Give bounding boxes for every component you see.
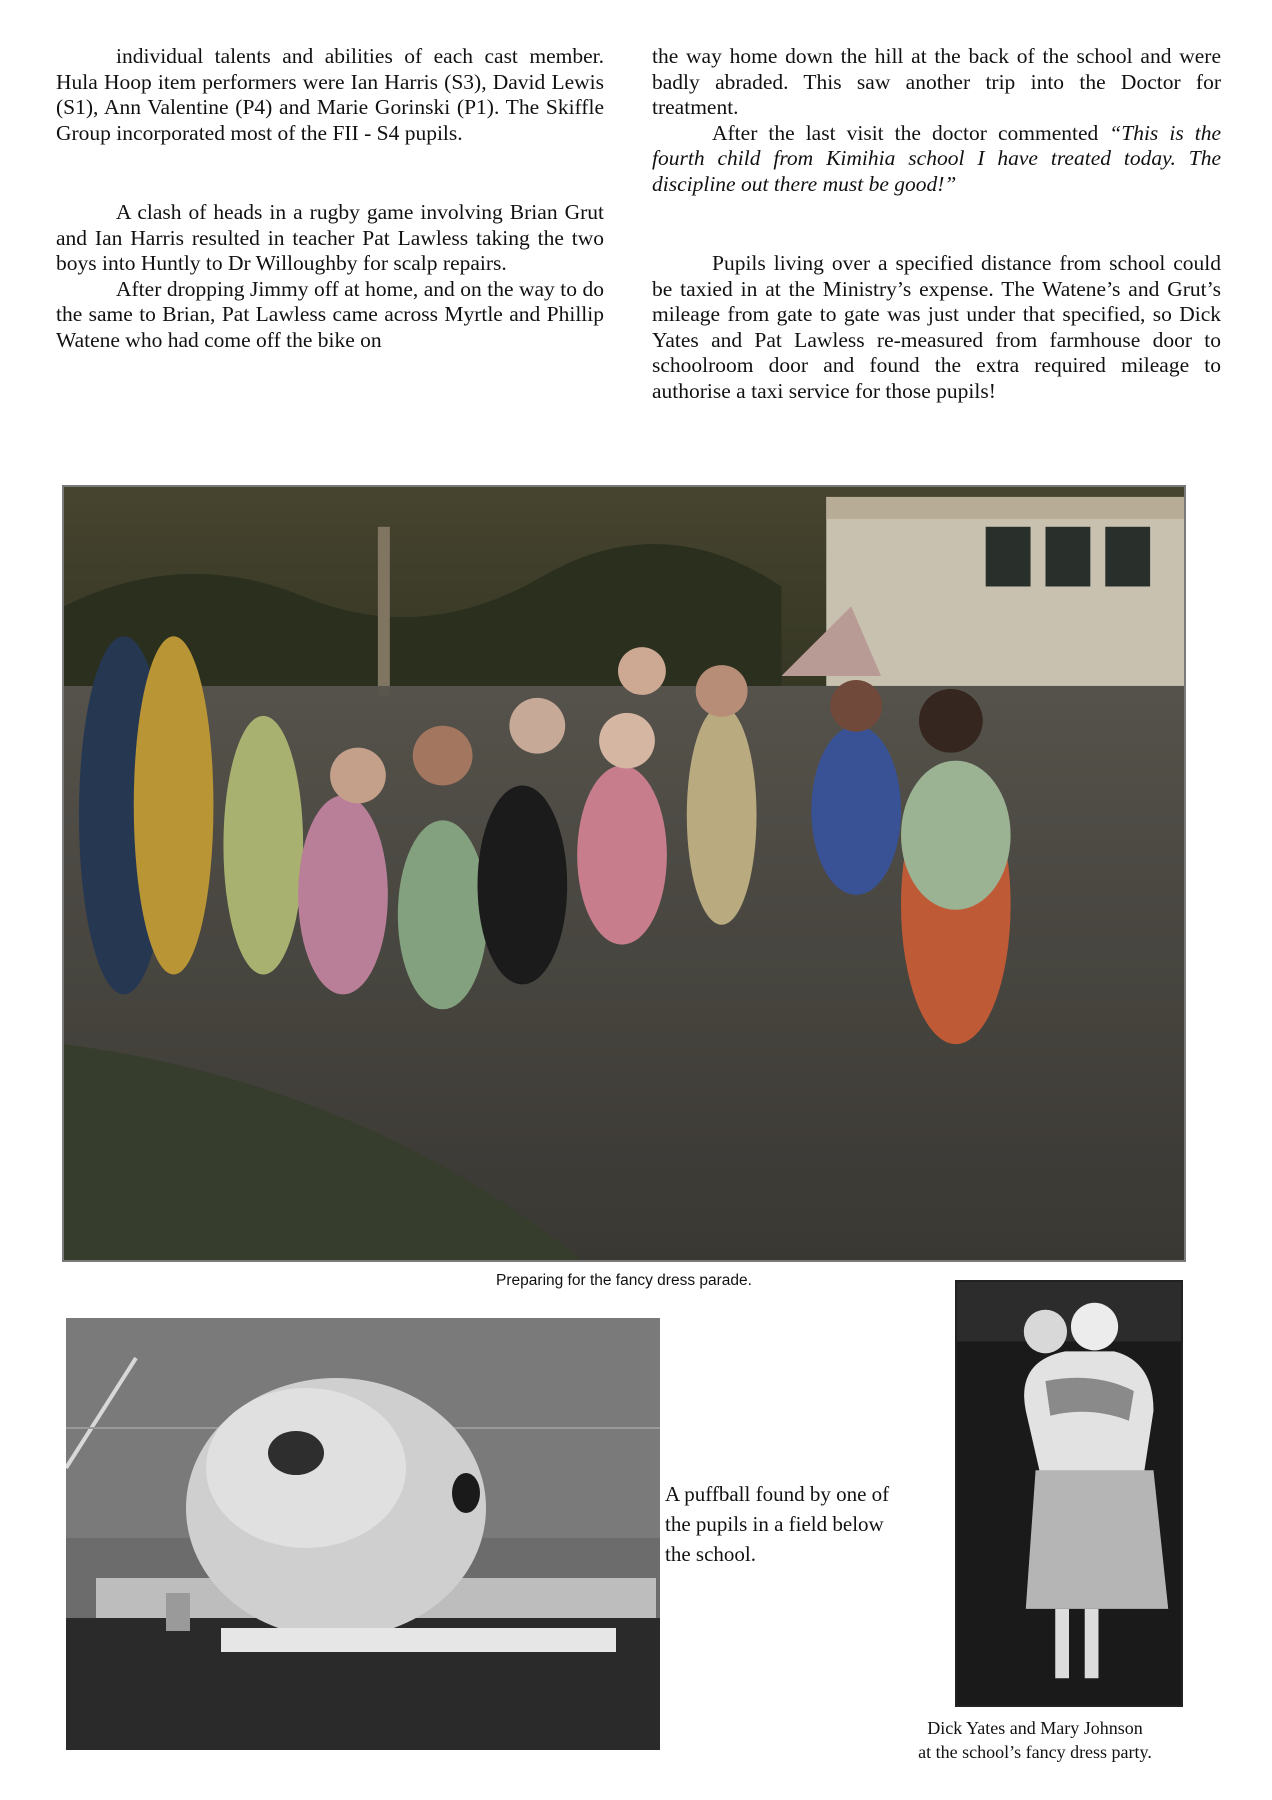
caption-puffball-line: the pupils in a field below [665,1512,884,1536]
doctor-quote: “This is the fourth child from Kimihia school I have treated today. The discipline out there must be good!” [652,120,1221,196]
caption-fancy-dress-parade: Preparing for the fancy dress parade. [496,1272,752,1289]
paragraph-doctor-comment [652,121,1221,198]
caption-dick-yates-mary-johnson [885,1716,1185,1764]
photo-puffball [66,1318,660,1750]
caption-puffball-line: A puffball found by one of [665,1482,890,1506]
caption-puffball [665,1479,965,1569]
caption-dance-line: Dick Yates and Mary Johnson [927,1718,1143,1738]
paragraph-dropping-off: After dropping Jimmy off at home, and on the way to do the same to Brian, Pat Lawless came across Myrtle and Phillip Watene who had come off the bike on [56,276,604,352]
caption-puffball-line: the school. [665,1542,756,1566]
photo-fancy-dress-parade [62,485,1186,1262]
caption-dance-line: at the school’s fancy dress party. [918,1742,1152,1762]
photo-dick-yates-mary-johnson [955,1280,1183,1707]
left-text-column [56,44,604,353]
paragraph-taxi-service: Pupils living over a specified distance from school could be taxied in at the Ministry’s expense. The Watene’s and Grut’s mileage from gate to gate was just under that specified, so Dick Yates and Pat Lawless re-measured from farmhouse door to schoolroom door and found the extra required mileage to authorise a taxi service for those pupils! [652,251,1221,403]
right-text-column [652,44,1221,404]
doctor-comment-lead: After the last visit the doctor commented [712,120,1110,145]
paragraph-way-home: the way home down the hill at the back of the school and were badly abraded. This saw another trip into the Doctor for treatment. [652,44,1221,119]
paragraph-cast-talents: individual talents and abilities of each cast member. Hula Hoop item performers were Ian Harris (S3), David Lewis (S1), Ann Valentine (P4) and Marie Gorinski (P1). The Skiffle Group incorporated most of the FII - S4 pupils. [56,44,604,145]
paragraph-rugby-clash: A clash of heads in a rugby game involving Brian Grut and Ian Harris resulted in teacher Pat Lawless taking the two boys into Huntly to Dr Willoughby for scalp repairs. [56,200,604,275]
